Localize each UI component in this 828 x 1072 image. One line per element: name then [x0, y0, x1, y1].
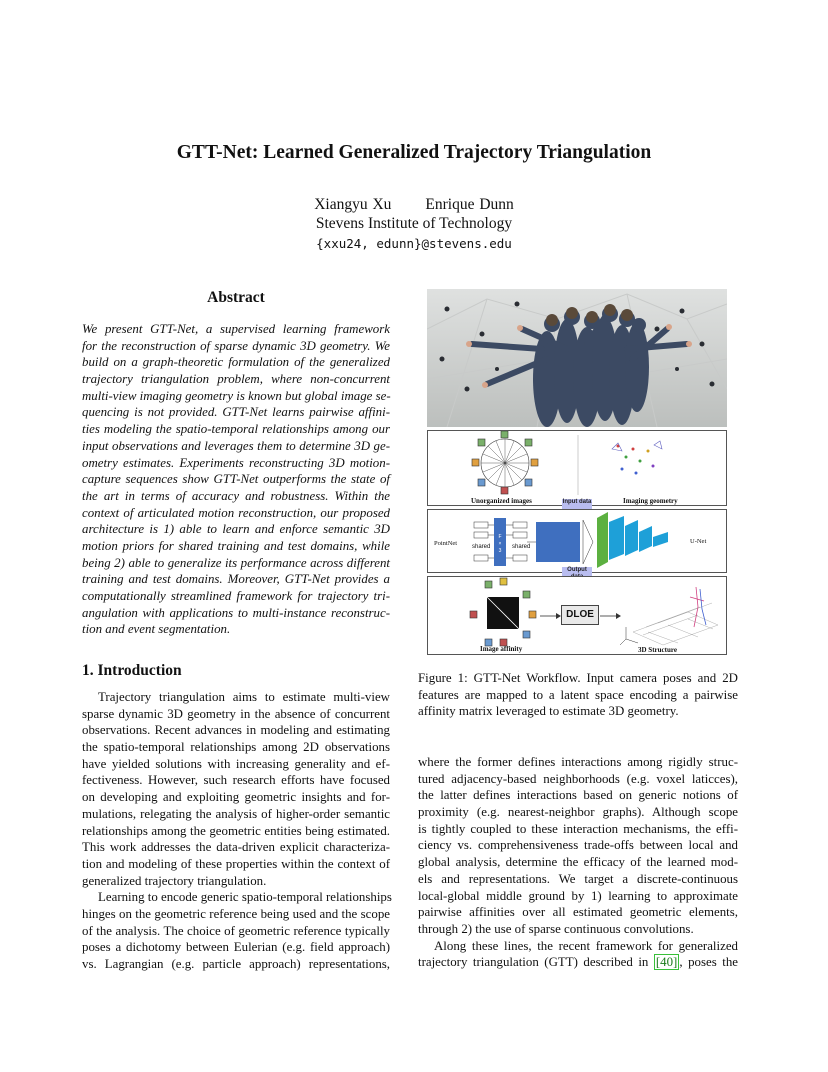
text-line: Figure 1: GTT-Net Workflow. Input camera poses and 2D	[418, 671, 738, 685]
output-panel	[427, 576, 727, 655]
text-line: generalized trajectory triangulation.	[82, 873, 267, 888]
text-line: of the analysis. The choice of geometric reference typically	[82, 923, 390, 938]
output-data-arrow: Output	[562, 567, 592, 582]
text-line: ciency vs. comprehensiveness trade-offs between local and	[418, 838, 738, 853]
network-panel	[427, 509, 727, 573]
text-line: sparse dynamic 3D geometry in the absence of concurrent	[82, 706, 390, 721]
text-line: local-global middle ground by 1) learning to approximate	[418, 888, 738, 903]
author-list	[0, 196, 828, 214]
text-line: the spatio-temporal relationships among 2D observations	[82, 740, 390, 755]
affiliation: Stevens Institute of Technology	[315, 215, 513, 232]
text-line: proximity (e.g. nearest-neighbor graphs). Although scope	[418, 805, 738, 820]
input-data-arrow: Input data	[562, 499, 592, 514]
workflow-diagram	[427, 430, 727, 655]
text-line: training and test domains. Moreover, GTT-Net provides a	[82, 572, 390, 587]
text-line: trajectory triangulation problem, where non-concurrent	[82, 372, 390, 387]
text-line: affinity matrix leveraged to estimate 3D geometry.	[418, 704, 679, 719]
abstract-body	[82, 321, 390, 638]
text-line: on developing and exploiting geometric insights and for-	[82, 790, 390, 805]
text-fragment: , poses the	[679, 955, 738, 970]
text-line: the latter defines interactions based on generic notions of	[418, 788, 738, 803]
imaging-geometry-label: Imaging geometry	[623, 497, 678, 505]
text-line: input observations and leverages them to determine 3D ge-	[82, 438, 390, 453]
text-line: for the reconstruction of sparse dynamic 3D geometry. We	[82, 338, 390, 353]
text-line: hinges on the geometric reference being used and the scope	[82, 906, 390, 921]
author-name: Xiangyu Xu	[314, 196, 392, 213]
text-line: where the former defines interactions among rigidly struc-	[418, 755, 738, 769]
text-line: motion priors for shared training and test domains, while	[82, 538, 390, 553]
text-line: vs. Lagrangian (e.g. particle approach) representations,	[82, 957, 390, 971]
text-line: tion and event segmentation.	[82, 622, 231, 637]
image-affinity-label: Image affinity	[480, 645, 523, 653]
text-line: being 2) able to generalize its performance across different	[82, 555, 390, 570]
author-name: Enrique Dunn	[425, 196, 514, 213]
text-line: global analysis, determine the efficacy of the learned mod-	[418, 855, 738, 870]
text-line: relationships among the geometric entities being estimated.	[82, 823, 390, 838]
input-panel	[427, 430, 727, 506]
intro-body	[82, 689, 390, 973]
network-graphics	[428, 510, 726, 572]
unorganized-images-label: Unorganized images	[471, 497, 532, 505]
citation-link[interactable]: [40]	[655, 955, 678, 970]
text-line: angulation with applications to multi-instance reconstruc-	[82, 605, 390, 620]
text-line: mulations, relegating the analysis of higher-order semantic	[82, 806, 390, 821]
text-line: Learning to encode generic spatio-temporal relationships	[98, 890, 392, 905]
right-column-body	[418, 754, 738, 971]
svg-text:F: F	[498, 534, 502, 540]
text-line: els and representations. We target a discrete-continuous	[418, 871, 738, 886]
motion-capture-photo	[427, 289, 727, 427]
abstract-heading: Abstract	[207, 289, 265, 306]
paper-title: GTT-Net: Learned Generalized Trajectory Triangulation	[176, 142, 652, 163]
text-line: is tightly coupled to these interaction mechanisms, the effi-	[418, 821, 738, 836]
text-line: fectiveness. However, such research efforts have focused	[82, 773, 390, 788]
text-line: tured adjacency-based neighborhoods (e.g. voxel laticces),	[418, 771, 738, 786]
text-line: pairwise affinities over all estimated geometric elements,	[418, 905, 738, 920]
svg-text:×: ×	[498, 541, 502, 547]
dloe-box: DLOE	[561, 605, 599, 625]
text-line: computationally streamlined framework for trajectory tri-	[82, 589, 390, 603]
text-line: build on a graph-theoretic formulation of the generalized	[82, 355, 390, 370]
figure-caption	[418, 670, 738, 720]
text-line: observations. Recent advances in modeling and estimating	[82, 723, 390, 738]
shared-label: shared	[472, 544, 491, 550]
text-line: quencing is not provided. GTT-Net learns pairwise affini-	[82, 405, 390, 420]
text-line: tion and modeling of these properties within the context of	[82, 856, 390, 871]
text-line: features are mapped to a latent space encoding a pairwise	[418, 687, 738, 702]
text-line: ometry estimates. Experiments reconstructing 3D motion-	[82, 455, 390, 470]
section-heading: 1. Introduction	[82, 662, 182, 679]
text-line: have yielded solutions with increasing generality and ef-	[82, 756, 390, 771]
input-panel-graphics	[428, 431, 726, 505]
text-line: Trajectory triangulation aims to estimate multi-view	[98, 690, 390, 704]
text-line: through 2) the use of sparse continuous convolutions.	[418, 921, 694, 936]
photo-illustration	[427, 289, 727, 427]
text-line: poses a dichotomy between Eulerian (e.g. field approach)	[82, 940, 390, 955]
unet-label: U-Net	[690, 538, 707, 545]
text-line: architecture is 1) able to learn and enforce semantic 3D	[82, 522, 390, 537]
text-fragment: trajectory triangulation (GTT) described in	[418, 955, 654, 970]
email: {xxu24, edunn}@stevens.edu	[316, 236, 512, 251]
text-line: context of articulated motion reconstruction, our proposed	[82, 505, 390, 520]
text-line: multi-view imaging geometry is known but global image se-	[82, 388, 391, 403]
shared-label: shared	[512, 544, 531, 550]
text-line: We present GTT-Net, a supervised learning framework	[82, 322, 390, 336]
text-line: This work addresses the data-driven explicit characteriza-	[82, 840, 390, 855]
text-line: ties modeling the spatio-temporal relationships among our	[82, 422, 390, 437]
3d-structure-label: 3D Structure	[638, 646, 677, 654]
svg-text:3: 3	[498, 548, 502, 554]
text-line: capture sequences show GTT-Net outperforms the state of	[82, 472, 390, 487]
pointnet-label: PointNet	[434, 540, 458, 547]
text-line	[418, 954, 738, 971]
text-line: the art in terms of accuracy and robustness. Within the	[82, 488, 390, 503]
text-line: Along these lines, the recent framework for generalized	[434, 938, 738, 953]
